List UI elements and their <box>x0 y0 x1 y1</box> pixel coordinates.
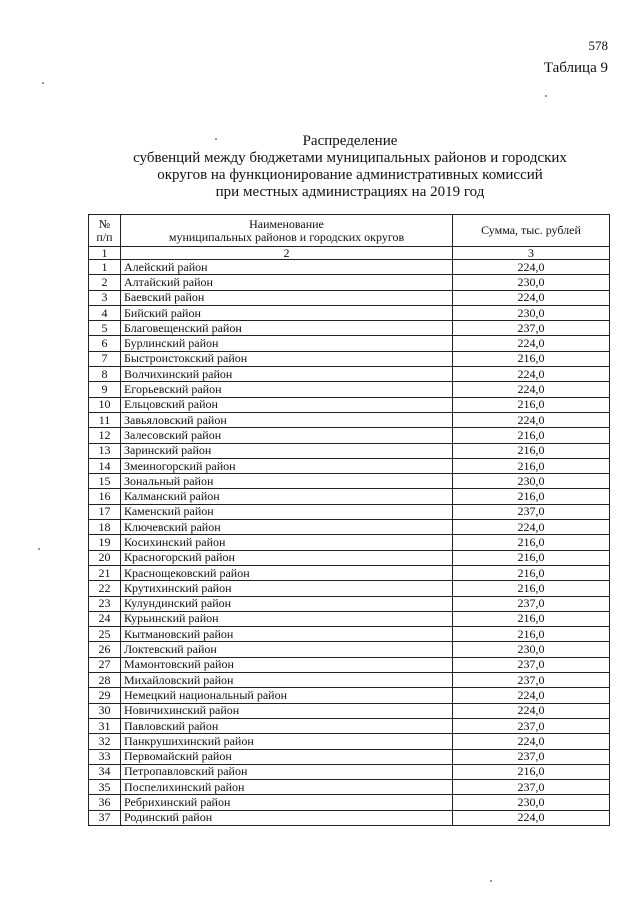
row-sum: 216,0 <box>453 351 610 366</box>
row-district-name: Каменский район <box>121 504 453 519</box>
row-number: 11 <box>89 412 121 427</box>
row-sum: 216,0 <box>453 489 610 504</box>
row-district-name: Мамонтовский район <box>121 657 453 672</box>
table-row <box>89 596 610 611</box>
row-number: 17 <box>89 504 121 519</box>
table-row <box>89 520 610 535</box>
row-number: 29 <box>89 688 121 703</box>
row-sum: 237,0 <box>453 673 610 688</box>
row-number: 37 <box>89 810 121 825</box>
table-row <box>89 657 610 672</box>
scan-speck <box>490 880 492 882</box>
row-sum: 224,0 <box>453 336 610 351</box>
row-sum: 216,0 <box>453 627 610 642</box>
column-number-row <box>89 247 610 260</box>
row-district-name: Немецкий национальный район <box>121 688 453 703</box>
row-district-name: Залесовский район <box>121 428 453 443</box>
table-row <box>89 260 610 275</box>
row-sum: 237,0 <box>453 504 610 519</box>
table-row <box>89 504 610 519</box>
row-district-name: Родинский район <box>121 810 453 825</box>
header-sum: Сумма, тыс. рублей <box>453 215 610 247</box>
row-sum: 230,0 <box>453 474 610 489</box>
row-district-name: Бийский район <box>121 305 453 320</box>
table-row <box>89 367 610 382</box>
row-number: 10 <box>89 397 121 412</box>
row-number: 31 <box>89 718 121 733</box>
row-sum: 237,0 <box>453 718 610 733</box>
header-name-line1: Наименование <box>249 216 324 231</box>
table-row <box>89 458 610 473</box>
page-number: 578 <box>588 38 608 53</box>
heading-line: субвенций между бюджетами муниципальных районов и городских <box>133 150 567 166</box>
row-number: 26 <box>89 642 121 657</box>
distribution-table <box>88 214 610 826</box>
row-district-name: Павловский район <box>121 718 453 733</box>
row-district-name: Волчихинский район <box>121 367 453 382</box>
row-district-name: Алейский район <box>121 260 453 275</box>
table-row <box>89 351 610 366</box>
row-number: 1 <box>89 260 121 275</box>
row-district-name: Зональный район <box>121 474 453 489</box>
row-sum: 224,0 <box>453 703 610 718</box>
row-number: 8 <box>89 367 121 382</box>
row-sum: 237,0 <box>453 321 610 336</box>
row-sum: 216,0 <box>453 764 610 779</box>
row-number: 25 <box>89 627 121 642</box>
header-name-line2: муниципальных районов и городских округов <box>168 229 405 244</box>
row-district-name: Заринский район <box>121 443 453 458</box>
row-number: 20 <box>89 550 121 565</box>
table-row <box>89 474 610 489</box>
row-number: 6 <box>89 336 121 351</box>
row-district-name: Поспелихинский район <box>121 780 453 795</box>
row-number: 14 <box>89 458 121 473</box>
table-row <box>89 275 610 290</box>
row-district-name: Панкрушихинский район <box>121 734 453 749</box>
heading-line: при местных администрациях на 2019 год <box>215 184 485 200</box>
table-row <box>89 290 610 305</box>
table-row <box>89 305 610 320</box>
row-district-name: Крутихинский район <box>121 581 453 596</box>
row-number: 21 <box>89 565 121 580</box>
table-row <box>89 611 610 626</box>
table-row <box>89 412 610 427</box>
row-district-name: Баевский район <box>121 290 453 305</box>
row-sum: 224,0 <box>453 810 610 825</box>
scan-speck <box>38 548 40 550</box>
row-district-name: Новичихинский район <box>121 703 453 718</box>
row-district-name: Ребрихинский район <box>121 795 453 810</box>
row-number: 27 <box>89 657 121 672</box>
row-sum: 237,0 <box>453 780 610 795</box>
row-district-name: Змеиногорский район <box>121 458 453 473</box>
row-district-name: Краснощековский район <box>121 565 453 580</box>
row-sum: 224,0 <box>453 412 610 427</box>
row-number: 5 <box>89 321 121 336</box>
scan-speck <box>215 138 217 140</box>
row-sum: 230,0 <box>453 305 610 320</box>
row-district-name: Курьинский район <box>121 611 453 626</box>
table-row <box>89 718 610 733</box>
row-sum: 237,0 <box>453 749 610 764</box>
table-row <box>89 336 610 351</box>
row-district-name: Алтайский район <box>121 275 453 290</box>
row-number: 36 <box>89 795 121 810</box>
row-district-name: Благовещенский район <box>121 321 453 336</box>
row-number: 2 <box>89 275 121 290</box>
row-number: 12 <box>89 428 121 443</box>
row-sum: 224,0 <box>453 367 610 382</box>
row-sum: 224,0 <box>453 382 610 397</box>
row-district-name: Косихинский район <box>121 535 453 550</box>
row-district-name: Ключевский район <box>121 520 453 535</box>
row-sum: 216,0 <box>453 458 610 473</box>
row-district-name: Первомайский район <box>121 749 453 764</box>
row-sum: 216,0 <box>453 535 610 550</box>
row-number: 34 <box>89 764 121 779</box>
row-sum: 216,0 <box>453 550 610 565</box>
table-body <box>89 260 610 826</box>
table-row <box>89 489 610 504</box>
row-district-name: Ельцовский район <box>121 397 453 412</box>
row-sum: 216,0 <box>453 611 610 626</box>
column-number: 2 <box>121 247 453 260</box>
row-number: 13 <box>89 443 121 458</box>
table-row <box>89 764 610 779</box>
row-sum: 237,0 <box>453 657 610 672</box>
row-sum: 216,0 <box>453 443 610 458</box>
row-sum: 224,0 <box>453 688 610 703</box>
table-row <box>89 443 610 458</box>
row-number: 32 <box>89 734 121 749</box>
table-row <box>89 550 610 565</box>
scan-speck <box>42 82 44 84</box>
header-number-line2: п/п <box>96 229 113 244</box>
row-number: 24 <box>89 611 121 626</box>
row-sum: 230,0 <box>453 275 610 290</box>
row-district-name: Локтевский район <box>121 642 453 657</box>
column-number: 1 <box>89 247 121 260</box>
row-district-name: Кулундинский район <box>121 596 453 611</box>
row-number: 4 <box>89 305 121 320</box>
table-row <box>89 673 610 688</box>
row-sum: 224,0 <box>453 290 610 305</box>
table-row <box>89 642 610 657</box>
table-row <box>89 397 610 412</box>
row-sum: 216,0 <box>453 565 610 580</box>
row-number: 35 <box>89 780 121 795</box>
header-name <box>121 215 453 247</box>
row-number: 18 <box>89 520 121 535</box>
table-row <box>89 382 610 397</box>
row-district-name: Быстроистокский район <box>121 351 453 366</box>
row-sum: 216,0 <box>453 428 610 443</box>
column-number: 3 <box>453 247 610 260</box>
table-row <box>89 795 610 810</box>
row-sum: 224,0 <box>453 260 610 275</box>
table-row <box>89 627 610 642</box>
table-row <box>89 810 610 825</box>
row-number: 7 <box>89 351 121 366</box>
table-row <box>89 780 610 795</box>
row-sum: 216,0 <box>453 397 610 412</box>
row-number: 3 <box>89 290 121 305</box>
row-number: 23 <box>89 596 121 611</box>
heading-line: округов на функционирование административных комиссий <box>157 167 543 183</box>
table-row <box>89 703 610 718</box>
row-number: 9 <box>89 382 121 397</box>
row-number: 33 <box>89 749 121 764</box>
table-row <box>89 749 610 764</box>
row-district-name: Завьяловский район <box>121 412 453 427</box>
row-number: 16 <box>89 489 121 504</box>
table-row <box>89 535 610 550</box>
row-sum: 230,0 <box>453 795 610 810</box>
table-header-row <box>89 215 610 247</box>
header-number <box>89 215 121 247</box>
row-sum: 216,0 <box>453 581 610 596</box>
document-heading <box>90 133 610 201</box>
row-sum: 224,0 <box>453 734 610 749</box>
row-sum: 237,0 <box>453 596 610 611</box>
row-district-name: Красногорский район <box>121 550 453 565</box>
row-sum: 230,0 <box>453 642 610 657</box>
row-number: 30 <box>89 703 121 718</box>
row-number: 15 <box>89 474 121 489</box>
row-number: 22 <box>89 581 121 596</box>
row-district-name: Михайловский район <box>121 673 453 688</box>
row-district-name: Егорьевский район <box>121 382 453 397</box>
row-district-name: Петропавловский район <box>121 764 453 779</box>
table-row <box>89 321 610 336</box>
row-district-name: Бурлинский район <box>121 336 453 351</box>
row-number: 28 <box>89 673 121 688</box>
table-row <box>89 688 610 703</box>
header-number-line1: № <box>98 216 111 231</box>
table-label: Таблица 9 <box>543 60 608 76</box>
row-sum: 224,0 <box>453 520 610 535</box>
table-row <box>89 734 610 749</box>
heading-line: Распределение <box>302 133 398 149</box>
row-district-name: Кытмановский район <box>121 627 453 642</box>
scan-speck <box>545 95 547 97</box>
row-number: 19 <box>89 535 121 550</box>
table-row <box>89 428 610 443</box>
table-row <box>89 565 610 580</box>
table-row <box>89 581 610 596</box>
row-district-name: Калманский район <box>121 489 453 504</box>
